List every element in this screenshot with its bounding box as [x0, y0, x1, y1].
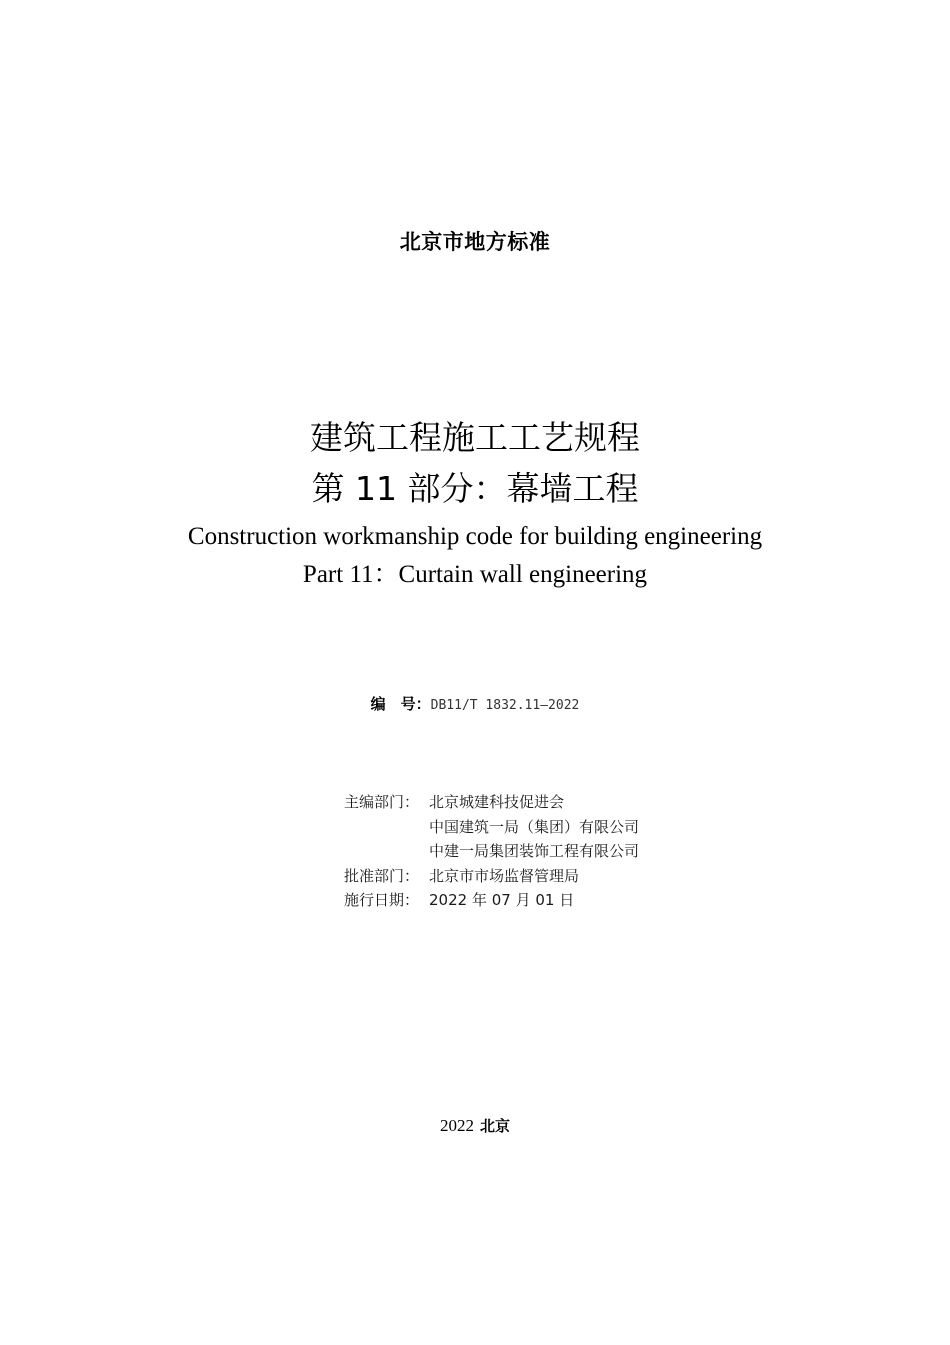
effective-date: 2022 年 07 月 01 日: [429, 891, 575, 909]
standard-code-value: DB11/T 1832.11—2022: [430, 698, 580, 713]
title-chinese-line-1: 建筑工程施工工艺规程: [310, 418, 640, 457]
editor-row: [344, 839, 639, 864]
title-english-line-2: Part 11：Curtain wall engineering: [302, 561, 648, 588]
title-chinese-line-2: 第 11 部分：幕墙工程: [311, 469, 639, 508]
standard-code-label: 编 号：: [370, 695, 431, 713]
editor-row: [344, 790, 639, 815]
standard-code: [0, 694, 950, 716]
editor-name-1: 北京城建科技促进会: [429, 793, 565, 811]
approver-label: 批准部门：: [344, 866, 420, 885]
approver-row: [344, 864, 639, 889]
editor-label: 主编部门：: [344, 793, 420, 811]
editor-row: [344, 815, 639, 840]
editor-name-3: 中建一局集团装饰工程有限公司: [429, 842, 640, 860]
effective-date-row: [344, 888, 639, 913]
title-english-line-1: Construction workmanship code for building engineering: [187, 523, 763, 550]
publication-footer: [0, 1115, 950, 1137]
footer-year: 2022: [439, 1116, 474, 1135]
standard-category: 北京市地方标准: [399, 230, 551, 254]
effective-date-label: 施行日期：: [344, 891, 420, 909]
footer-city: 北京: [479, 1117, 510, 1135]
approver-name: 北京市市场监督管理局: [429, 866, 580, 885]
publication-info: [344, 790, 639, 913]
editor-name-2: 中国建筑一局（集团）有限公司: [429, 817, 640, 836]
